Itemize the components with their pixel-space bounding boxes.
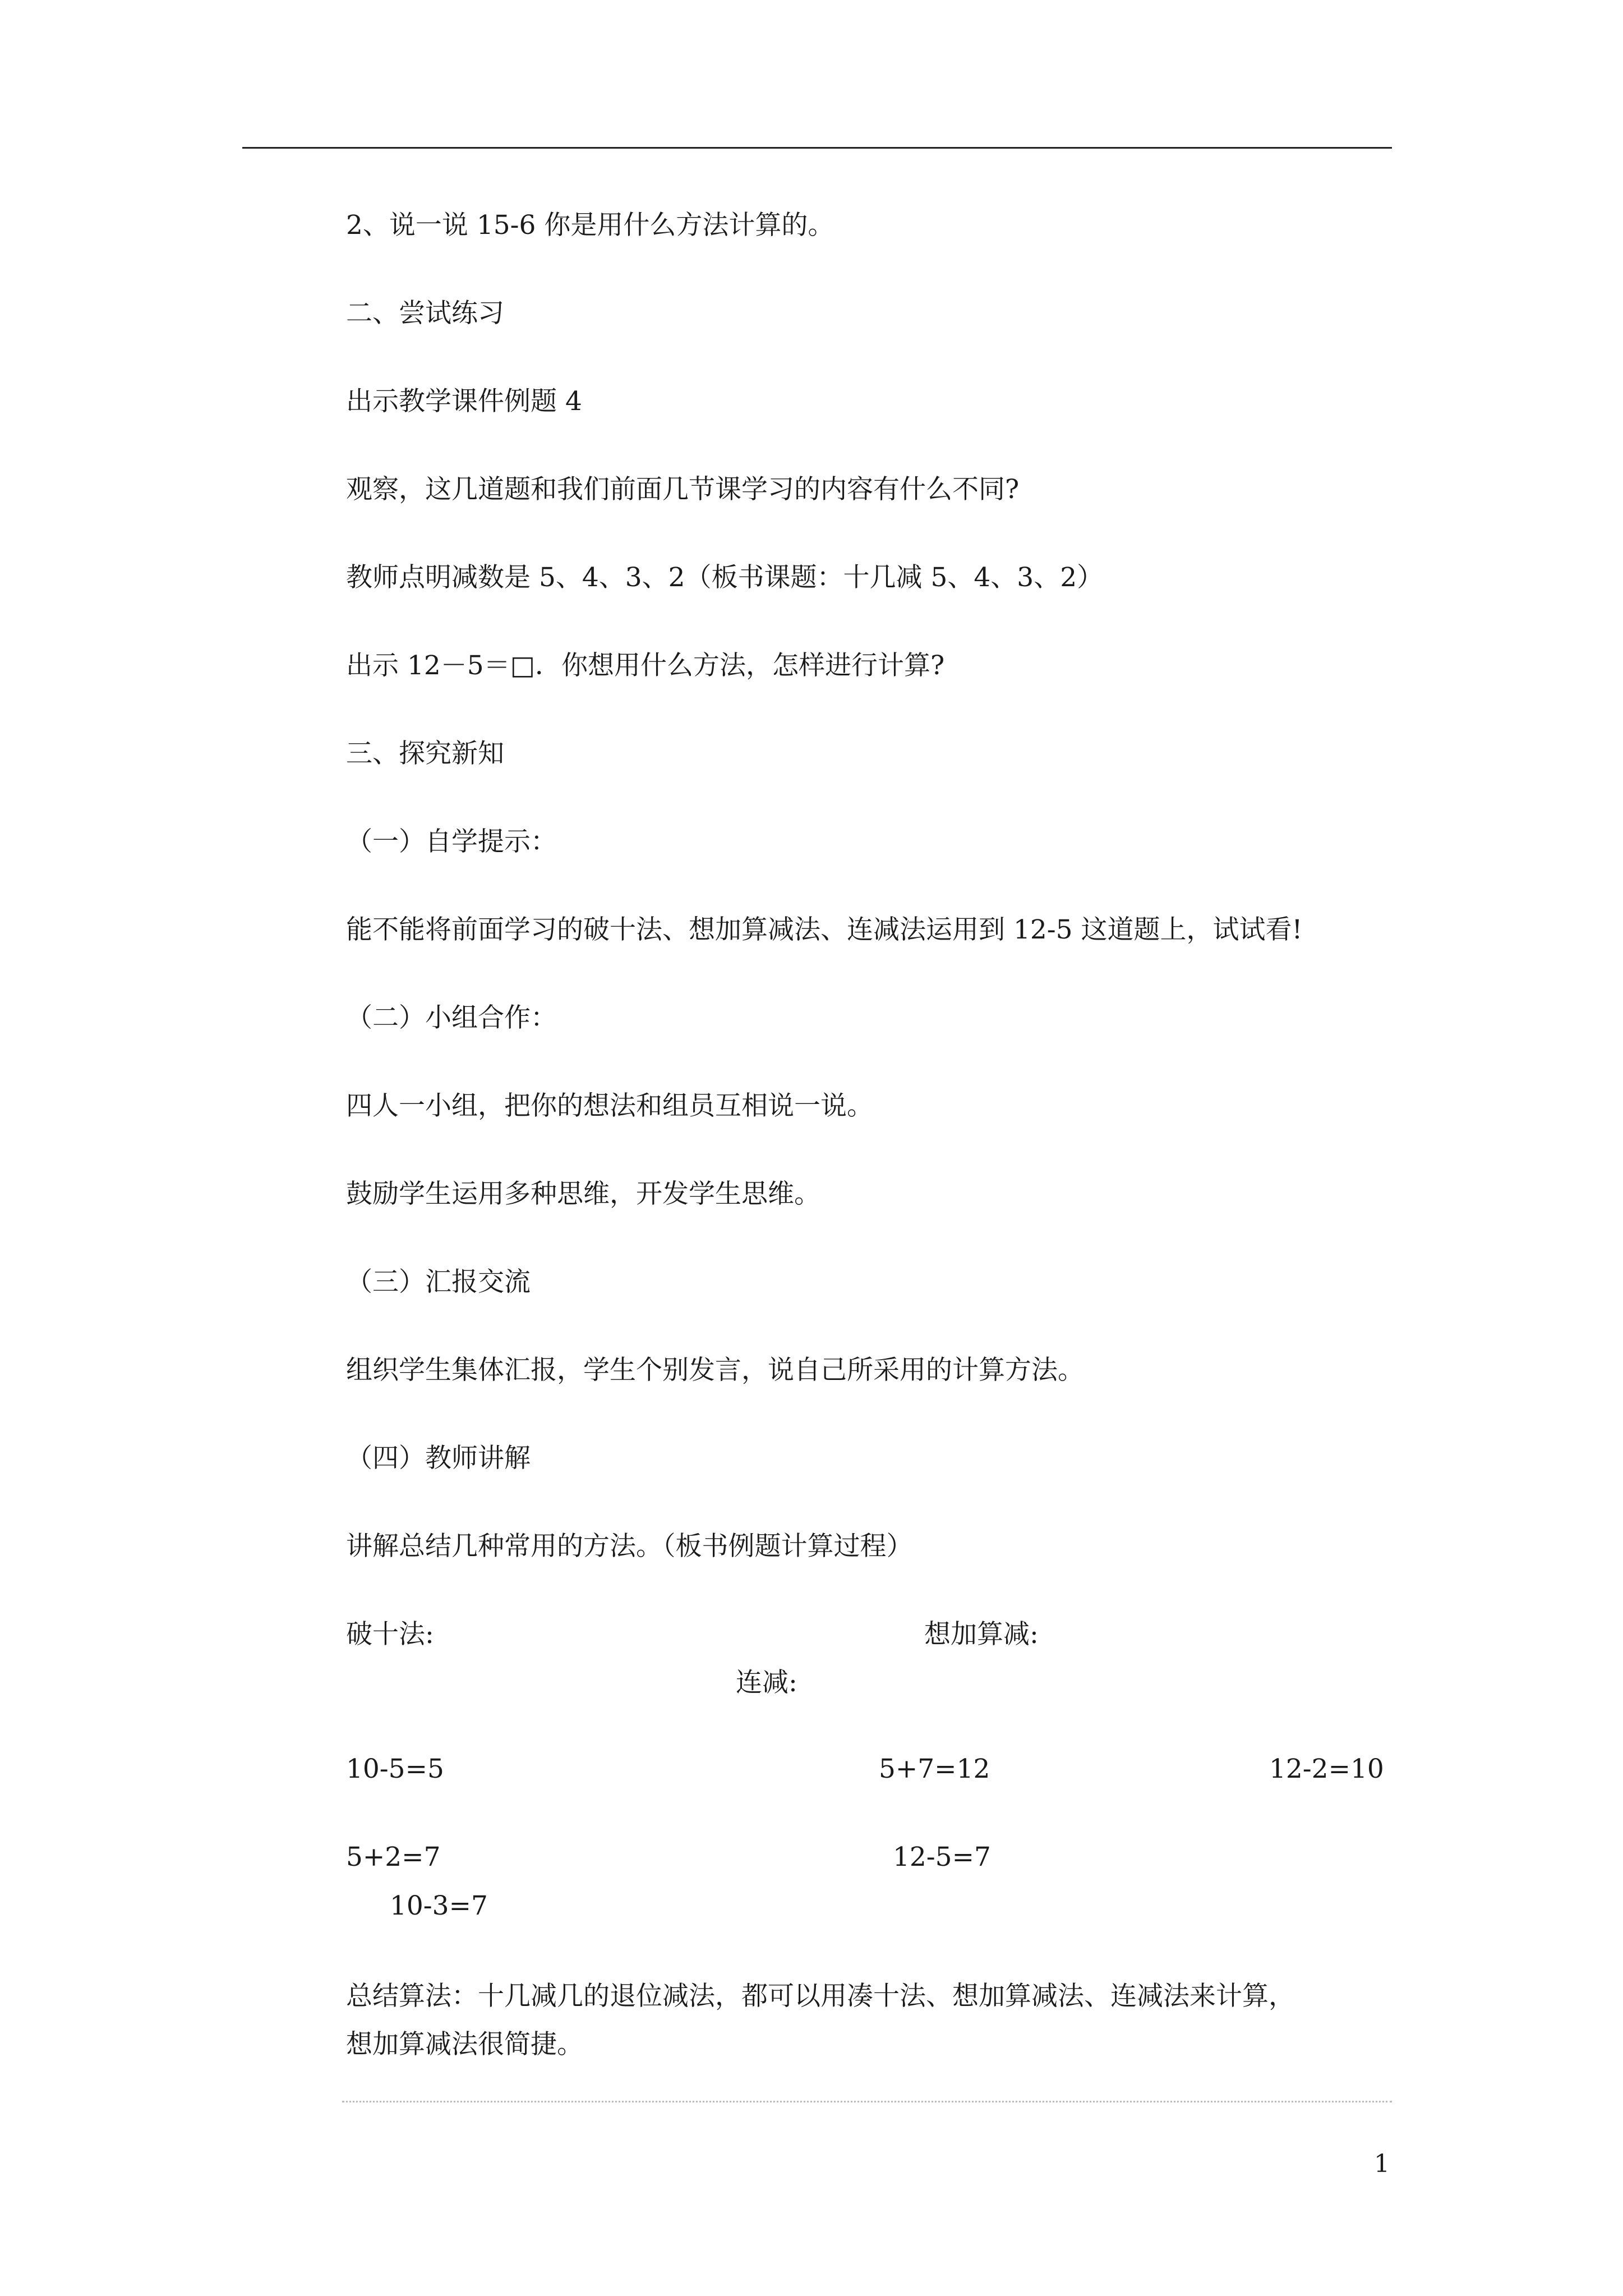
text-line-16: 讲解总结几种常用的方法。（板书例题计算过程）: [346, 1531, 913, 1562]
text-line-6: 出示 12－5＝□．你想用什么方法，怎样进行计算?: [346, 650, 945, 681]
text-line-3: 出示教学课件例题 4: [346, 386, 582, 417]
section-heading-2: 二、尝试练习: [346, 298, 504, 329]
method-po-shi: 破十法:: [346, 1619, 434, 1650]
section-heading-3: 三、探究新知: [346, 738, 504, 769]
page-number: 1: [1374, 2150, 1390, 2178]
header-rule: [242, 147, 1392, 149]
subheading-4: （四）教师讲解: [346, 1443, 531, 1474]
calc-12-5: 12-5=7: [893, 1842, 991, 1872]
text-line-12: 鼓励学生运用多种思维，开发学生思维。: [346, 1179, 820, 1209]
text-line-1: 2、说一说 15-6 你是用什么方法计算的。: [346, 210, 834, 241]
calc-5-7: 5+7=12: [879, 1754, 990, 1784]
summary-line-1: 总结算法：十几减几的退位减法，都可以用凑十法、想加算减法、连减法来计算，: [346, 1981, 1295, 2012]
text-line-9: 能不能将前面学习的破十法、想加算减法、连减法运用到 12-5 这道题上，试试看!: [346, 914, 1303, 945]
subheading-2: （二）小组合作：: [346, 1002, 557, 1033]
text-line-4: 观察，这几道题和我们前面几节课学习的内容有什么不同?: [346, 474, 1020, 505]
text-line-5: 教师点明减数是 5、4、3、2（板书课题：十几减 5、4、3、2）: [346, 562, 1104, 593]
subheading-3: （三）汇报交流: [346, 1267, 531, 1297]
subheading-1: （一）自学提示：: [346, 826, 557, 857]
calc-10-3: 10-3=7: [390, 1890, 488, 1921]
footer-rule: [342, 2101, 1392, 2102]
method-xiang-jia: 想加算减:: [924, 1619, 1039, 1650]
calc-10-5: 10-5=5: [346, 1754, 444, 1784]
text-line-11: 四人一小组，把你的想法和组员互相说一说。: [346, 1091, 873, 1121]
calc-5-2: 5+2=7: [346, 1842, 441, 1872]
summary-line-2: 想加算减法很简捷。: [346, 2029, 583, 2060]
text-line-14: 组织学生集体汇报，学生个别发言，说自己所采用的计算方法。: [346, 1355, 1084, 1386]
method-lian-jian: 连减:: [736, 1667, 797, 1698]
calc-12-2: 12-2=10: [1269, 1754, 1384, 1784]
